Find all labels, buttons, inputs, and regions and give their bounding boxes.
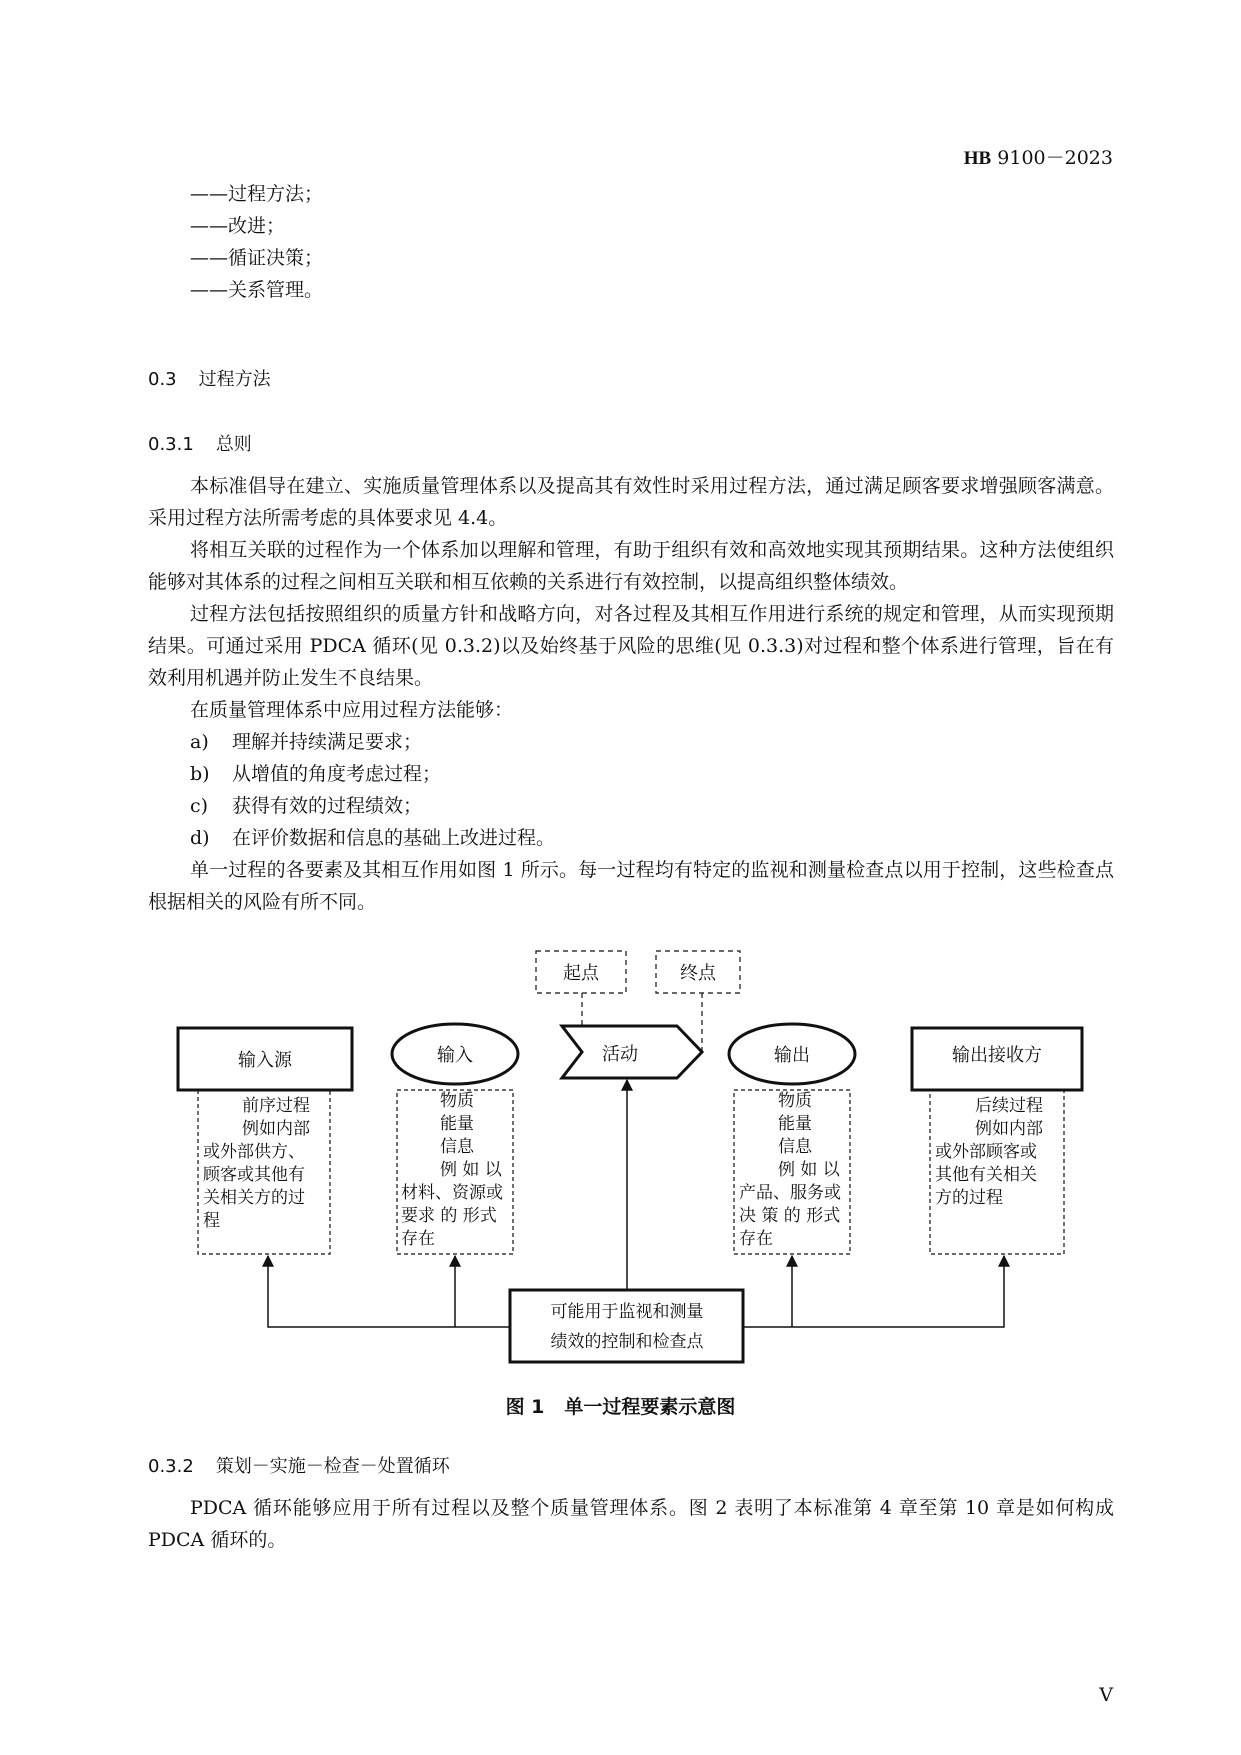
desc-line: 或外部顾客或	[935, 1142, 1037, 1162]
desc-line: 信息	[440, 1137, 474, 1157]
list-item: ——改进；	[190, 215, 286, 237]
section-title: 总则	[215, 434, 252, 455]
desc-line: 前序过程	[242, 1096, 310, 1116]
end-label: 终点	[680, 963, 716, 984]
paragraph: 单一过程的各要素及其相互作用如图 1 所示。每一过程均有特定的监视和测量检查点以用于控制，这些检查点根据相关的风险有所不同。	[148, 859, 1114, 913]
desc-line: 其他有关相关	[935, 1165, 1037, 1185]
figure-caption	[0, 1392, 1241, 1419]
pdca-text	[148, 1492, 1114, 1556]
desc-line: 材料、资源或	[401, 1183, 503, 1203]
list-item: ——关系管理。	[190, 279, 324, 301]
output-receiver-label: 输出接收方	[952, 1045, 1042, 1066]
list-item-label: c)	[190, 795, 209, 817]
checkpoint-line: 可能用于监视和测量	[550, 1302, 704, 1322]
section-number: 0.3.2	[148, 1456, 194, 1477]
desc-line: 存在	[401, 1229, 435, 1249]
desc-line: 方的过程	[935, 1188, 1003, 1208]
figure-title: 单一过程要素示意图	[564, 1396, 736, 1418]
desc-line: 物质	[778, 1091, 812, 1111]
desc-line: 例如内部	[975, 1119, 1043, 1139]
input-source-label: 输入源	[238, 1050, 292, 1071]
arrow-to-input-source	[268, 1256, 510, 1327]
paragraph: PDCA 循环能够应用于所有过程以及整个质量管理体系。图 2 表明了本标准第 4 章至第 10 章是如何构成 PDCA 循环的。	[148, 1497, 1114, 1551]
desc-line: 顾客或其他有	[203, 1165, 305, 1185]
desc-line: 例 如 以	[778, 1160, 840, 1180]
desc-line: 物质	[440, 1091, 474, 1111]
desc-line: 关相关方的过	[203, 1188, 305, 1208]
document-code-prefix: HB	[963, 148, 992, 169]
desc-line: 存在	[739, 1229, 773, 1249]
desc-line: 能量	[778, 1114, 812, 1134]
section-heading-0-3-2	[148, 1452, 450, 1478]
desc-line: 产品、服务或	[739, 1183, 841, 1203]
section-number: 0.3	[148, 369, 177, 390]
desc-line: 后续过程	[975, 1096, 1043, 1116]
desc-line: 程	[203, 1211, 220, 1231]
section-title: 策划－实施－检查－处置循环	[215, 1456, 450, 1477]
desc-line: 例 如 以	[440, 1160, 502, 1180]
list-item: ——循证决策；	[190, 247, 324, 269]
list-item-text: 理解并持续满足要求；	[232, 731, 423, 753]
list-item-label: d)	[190, 827, 210, 849]
output-label: 输出	[774, 1045, 810, 1066]
desc-line: 要求 的 形式	[401, 1206, 497, 1226]
arrow-to-output-receiver	[743, 1256, 1004, 1327]
desc-line: 信息	[778, 1137, 812, 1157]
document-code-number: 9100－2023	[997, 147, 1113, 169]
desc-line: 决 策 的 形式	[739, 1206, 841, 1226]
desc-line: 或外部供方、	[203, 1142, 305, 1162]
list-item-text: 在评价数据和信息的基础上改进过程。	[232, 827, 556, 849]
paragraph: 将相互关联的过程作为一个体系加以理解和管理，有助于组织有效和高效地实现其预期结果。这种方法使组织能够对其体系的过程之间相互关联和相互依赖的关系进行有效控制，以提高组织整体绩效。	[148, 539, 1114, 593]
list-item-label: a)	[190, 731, 209, 753]
paragraph: 在质量管理体系中应用过程方法能够：	[190, 699, 514, 721]
activity-label: 活动	[602, 1044, 638, 1065]
list-item: ——过程方法；	[190, 183, 324, 205]
desc-line: 例如内部	[242, 1119, 310, 1139]
list-item-text: 获得有效的过程绩效；	[232, 795, 423, 817]
page-number: V	[1099, 1684, 1113, 1706]
list-item-label: b)	[190, 763, 210, 785]
list-item-text: 从增值的角度考虑过程；	[232, 763, 442, 785]
paragraph: 本标准倡导在建立、实施质量管理体系以及提高其有效性时采用过程方法，通过满足顾客要求增强顾客满意。采用过程方法所需考虑的具体要求见 4.4。	[148, 475, 1114, 529]
figure-number: 图 1	[505, 1396, 545, 1418]
input-label: 输入	[437, 1045, 473, 1066]
checkpoint-line: 绩效的控制和检查点	[550, 1332, 704, 1352]
paragraph: 过程方法包括按照组织的质量方针和战略方向，对各过程及其相互作用进行系统的规定和管理，从而实现预期结果。可通过采用 PDCA 循环(见 0.3.2)以及始终基于风险的思维(见 0.3.3)对过程和整个体系进行管理，旨在有效利用机遇并防止发生不良结果。	[148, 603, 1114, 689]
section-title: 过程方法	[198, 369, 271, 390]
start-label: 起点	[563, 963, 599, 984]
desc-line: 能量	[440, 1114, 474, 1134]
section-number: 0.3.1	[148, 434, 194, 455]
